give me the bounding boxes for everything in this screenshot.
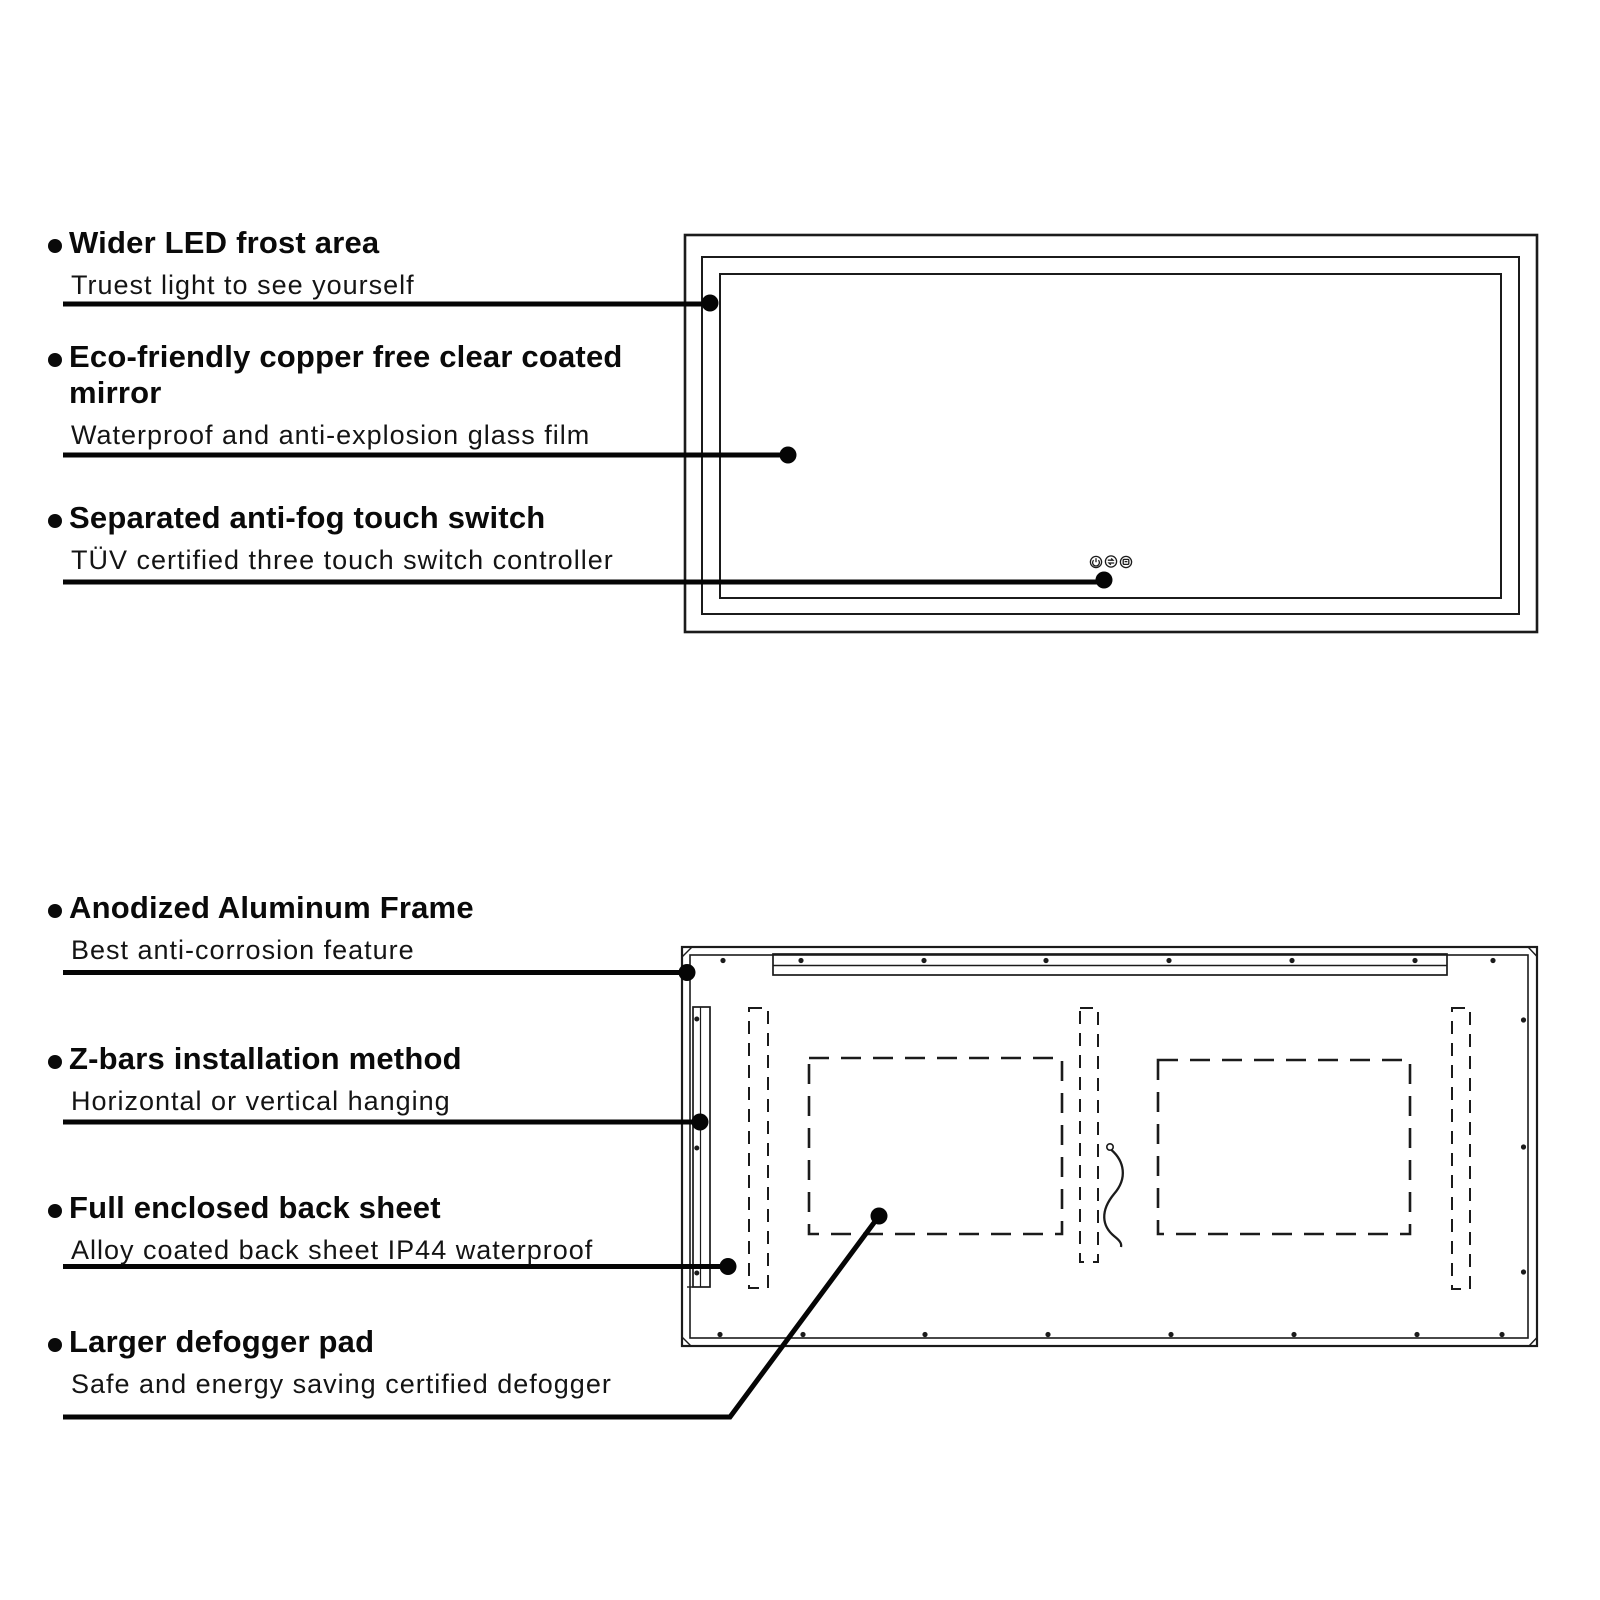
defogger-pad-right xyxy=(1158,1060,1410,1234)
feature-back-sheet xyxy=(48,1190,593,1265)
defog-icon xyxy=(1120,556,1131,567)
dashed-strip-left xyxy=(749,1008,768,1288)
feature-subtitle: Alloy coated back sheet IP44 waterproof xyxy=(71,1235,594,1265)
bullet-icon xyxy=(48,1055,62,1069)
feature-title: Larger defogger pad xyxy=(69,1324,375,1359)
leader-dot xyxy=(702,295,719,312)
feature-title: Wider LED frost area xyxy=(69,225,380,260)
mirror-back-view xyxy=(682,947,1537,1347)
color-temp-icon xyxy=(1105,556,1116,567)
feature-subtitle: Truest light to see yourself xyxy=(71,270,415,300)
mirror-glass-area xyxy=(720,274,1501,598)
dashed-strip-right xyxy=(1452,1008,1470,1289)
bullet-icon xyxy=(48,353,62,367)
power-icon xyxy=(1090,556,1101,567)
leader-dot xyxy=(720,1258,737,1275)
touch-switch-controls xyxy=(1090,556,1131,568)
back-inner-frame xyxy=(690,955,1528,1338)
feature-aluminum-frame xyxy=(48,890,474,965)
defogger-pads xyxy=(809,1058,1410,1234)
leader-dot xyxy=(780,447,797,464)
feature-subtitle: Horizontal or vertical hanging xyxy=(71,1086,451,1116)
feature-subtitle: Best anti-corrosion feature xyxy=(71,935,415,965)
dashed-strip-center xyxy=(1080,1008,1098,1262)
feature-subtitle: Waterproof and anti-explosion glass film xyxy=(71,420,591,450)
feature-title: Separated anti-fog touch switch xyxy=(69,500,546,535)
bullet-icon xyxy=(48,904,62,918)
frame-screws xyxy=(694,958,1526,1337)
feature-led-frost-area xyxy=(48,225,415,300)
feature-title: Full enclosed back sheet xyxy=(69,1190,441,1225)
mirror-outer-frame xyxy=(685,235,1537,632)
bullet-icon xyxy=(48,514,62,528)
defogger-pad-left xyxy=(809,1058,1062,1234)
feature-title: Z-bars installation method xyxy=(69,1041,462,1076)
power-cable xyxy=(1104,1144,1123,1247)
leader-z-bars xyxy=(63,1114,709,1131)
top-hanging-rail xyxy=(773,954,1447,975)
bullet-icon xyxy=(48,1338,62,1352)
bullet-icon xyxy=(48,239,62,253)
leader-dot xyxy=(692,1114,709,1131)
feature-coated-mirror xyxy=(48,339,629,450)
mirror-front-view xyxy=(685,235,1537,632)
feature-subtitle: TÜV certified three touch switch controller xyxy=(71,545,614,575)
feature-defogger-pad xyxy=(48,1324,612,1399)
bullet-icon xyxy=(48,1204,62,1218)
leader-dot xyxy=(1096,572,1113,589)
leader-dot xyxy=(871,1208,888,1225)
feature-touch-switch xyxy=(48,500,614,575)
feature-z-bars xyxy=(48,1041,462,1116)
feature-subtitle: Safe and energy saving certified defogger xyxy=(71,1369,612,1399)
feature-title: Anodized Aluminum Frame xyxy=(69,890,474,925)
leader-aluminum-frame xyxy=(63,964,696,981)
leader-dot xyxy=(679,964,696,981)
feature-title: Eco-friendly copper free clear coated mirror xyxy=(69,339,623,410)
